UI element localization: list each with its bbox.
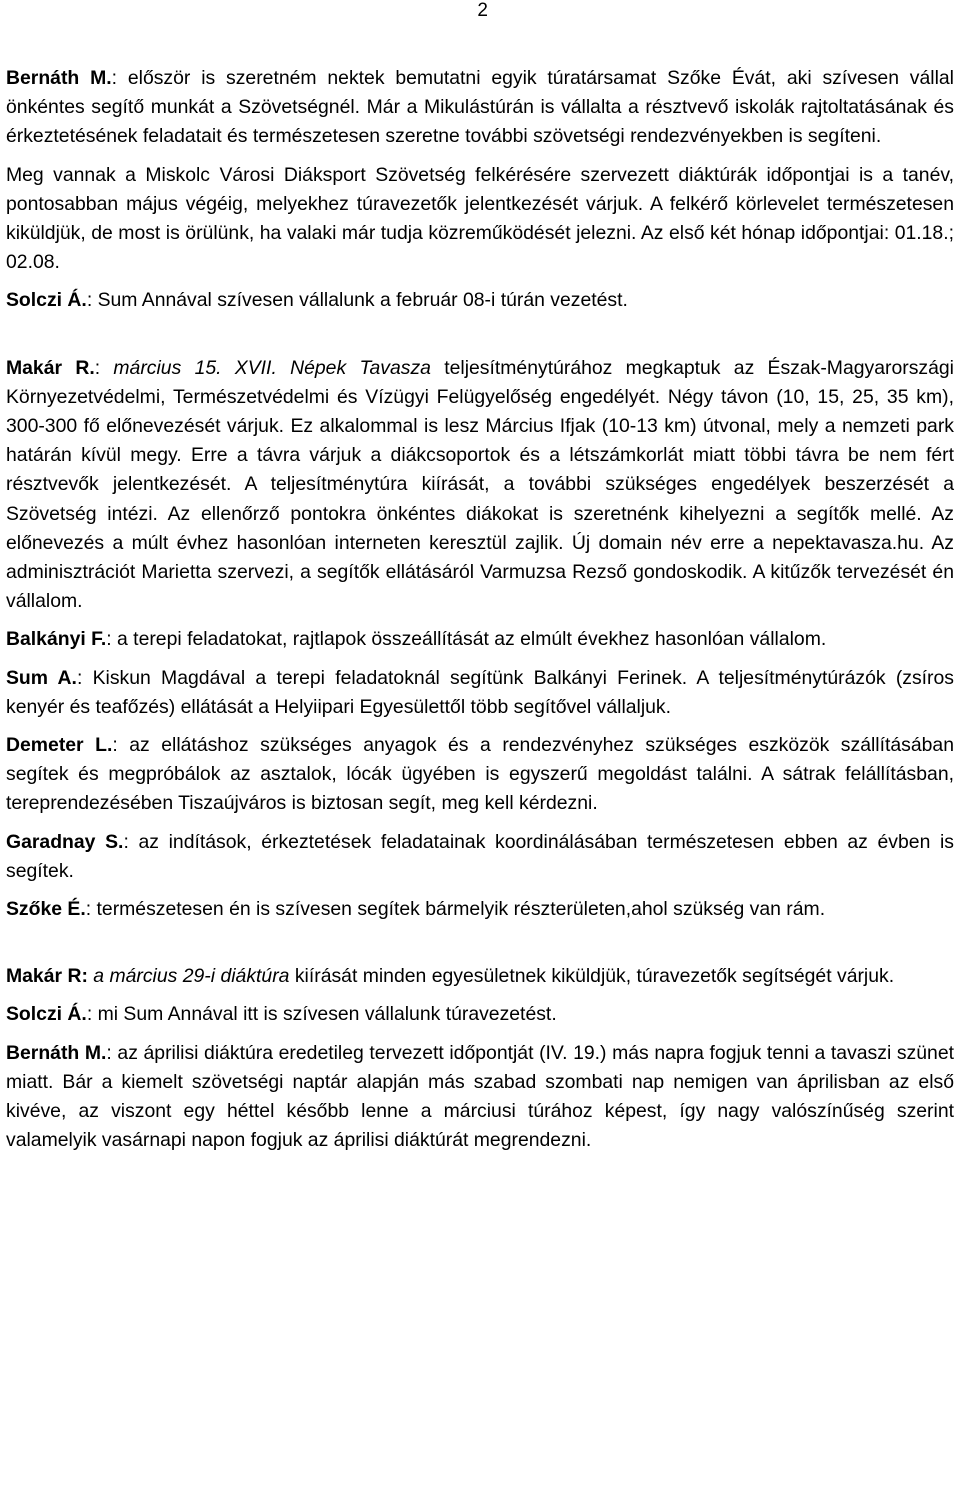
paragraph-szoke bbox=[6, 895, 954, 924]
speaker-name: Makár R: bbox=[6, 965, 88, 988]
paragraph-bernath-intro bbox=[6, 64, 954, 152]
speaker-name: Garadnay S. bbox=[6, 830, 124, 853]
paragraph-text: : az indítások, érkeztetések feladatainak koordinálásában természetesen ebben az évben is segítek. bbox=[6, 830, 954, 882]
paragraph-diaktura-dates bbox=[6, 161, 954, 278]
paragraph-text: : természetesen én is szívesen segítek bármelyik részterületen,ahol szükség van rám. bbox=[85, 898, 826, 921]
paragraph-solczi-guiding bbox=[6, 1000, 954, 1029]
paragraph-text: teljesítménytúrához megkaptuk az Észak-Magyarországi Környezetvédelmi, Természetvédelmi és Vízügyi Felügyelőség engedélyét. Négy távon (10, 15, 25, 35 km), 300-300 fő előnevezését várjuk. Ez alkalommal is lesz Március Ifjak (10-13 km) útvonal, mely a nemzeti park határán kívül megy. Erre a távra várjuk a diákcsoportok és a létszámkorlát miatt többi távra be nem fért résztvevők jelentkezését. A teljesítménytúra kiírását, a további szükséges engedélyek beszerzését a Szövetség intézi. Az ellenőrző pontokra önkéntes diákokat is szeretnénk kihelyezni a segítők mellé. Az előnevezés a múlt évhez hasonlóan interneten keresztül zajlik. Új domain név erre a nepektavasza.hu. Az adminisztrációt Marietta szervezi, a segítők ellátásáról Varmuzsa Rezső gondoskodik. A kitűzők tervezését én vállalom. bbox=[6, 356, 954, 613]
paragraph-text: : először is szeretném nektek bemutatni egyik túratársamat Szőke Évát, aki szívesen vállal önkéntes segítő munkát a Szövetségnél. Már a Mikulástúrán is vállalta a résztvevő iskolák rajtoltatásának és érkeztetésének feladatait és természetesen szeretne további szövetségi rendezvényekben is segíteni. bbox=[6, 67, 954, 148]
speaker-name: Bernáth M. bbox=[6, 67, 112, 89]
italic-text: március 15. XVII. Népek Tavasza bbox=[113, 356, 431, 379]
italic-text: a március 29-i diáktúra bbox=[93, 965, 290, 988]
paragraph-makar-march-29 bbox=[6, 962, 954, 991]
speaker-name: Balkányi F. bbox=[6, 628, 107, 651]
paragraph-bernath-april bbox=[6, 1039, 954, 1156]
paragraph-sum bbox=[6, 664, 954, 722]
paragraph-text: : Sum Annával szívesen vállalunk a február 08-i túrán vezetést. bbox=[86, 289, 628, 312]
paragraph-solczi-february bbox=[6, 286, 954, 315]
speaker-name: Solczi Á. bbox=[6, 1003, 87, 1026]
paragraph-text: : Kiskun Magdával a terepi feladatoknál segítünk Balkányi Ferinek. A teljesítménytúrázók (zsíros kenyér és teafőzés) ellátását a Helyiipari Egyesülettől több segítővel vállaljuk. bbox=[6, 666, 954, 718]
paragraph-text: : mi Sum Annával itt is szívesen vállalunk túravezetést. bbox=[86, 1003, 557, 1026]
paragraph-text: : az ellátáshoz szükséges anyagok és a rendezvényhez szükséges eszközök szállításában segítek és megpróbálok az asztalok, lócák ügyében is egyszerű megoldást találni. A sátrak felállításban, tereprendezésében Tiszaújváros is biztosan segít, meg kell kérdezni. bbox=[6, 734, 954, 815]
paragraph-makar-nepek-tavasza bbox=[6, 354, 954, 617]
paragraph-text: : a terepi feladatokat, rajtlapok összeállítását az elmúlt évekhez hasonlóan vállalom. bbox=[106, 628, 827, 651]
page-number: 2 bbox=[477, 0, 488, 21]
paragraph-text: Meg vannak a Miskolc Városi Diáksport Szövetség felkérésére szervezett diáktúrák időpontjai is a tanév, pontosabban május végéig, melyekhez túravezetők jelentkezését várjuk. A felkérő körlevelet természetesen kiküldjük, de most is örülünk, ha valaki már tudja közreműködését jelezni. Az első két hónap időpontjai: 01.18.; 02.08. bbox=[6, 163, 954, 274]
speaker-name: Solczi Á. bbox=[6, 289, 87, 312]
paragraph-text: : bbox=[94, 356, 114, 379]
speaker-name: Bernáth M. bbox=[6, 1041, 107, 1064]
paragraph-demeter bbox=[6, 731, 954, 819]
paragraph-text: kiírását minden egyesületnek kiküldjük, túravezetők segítségét várjuk. bbox=[289, 965, 895, 988]
document-body bbox=[6, 64, 954, 1156]
speaker-name: Szőke É. bbox=[6, 898, 86, 921]
paragraph-garadnay bbox=[6, 828, 954, 886]
paragraph-text: : az áprilisi diáktúra eredetileg tervezett időpontját (IV. 19.) más napra fogjuk tenni a tavaszi szünet miatt. Bár a kiemelt szövetségi naptár alapján más szabad szombati nap nemigen van áprilisban az első kivéve, az viszont egy héttel később lenne a márciusi túrához képest, így nagy valószínűség szerint valamelyik vasárnapi napon fogjuk az áprilisi diáktúrát megrendezni. bbox=[6, 1041, 954, 1152]
paragraph-balkanyi bbox=[6, 625, 954, 654]
speaker-name: Sum A. bbox=[6, 666, 77, 689]
speaker-name: Makár R. bbox=[6, 356, 95, 379]
speaker-name: Demeter L. bbox=[6, 734, 113, 757]
